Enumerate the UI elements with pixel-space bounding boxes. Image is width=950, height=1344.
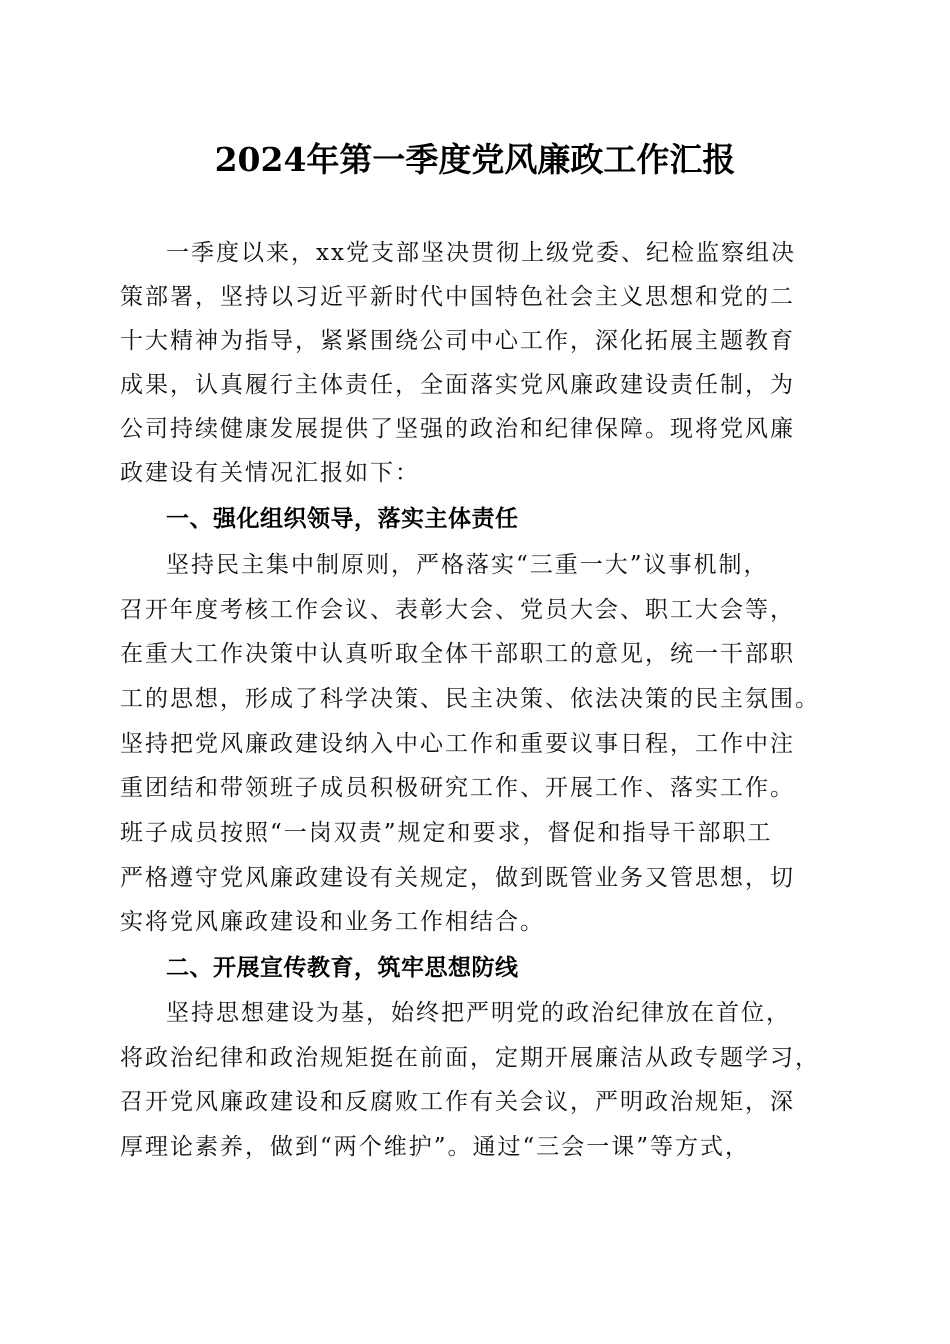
paragraph-line: 厚理论素养，做到“两个维护”。通过“三会一课”等方式， [120, 1134, 751, 1160]
document-title: 2024年第一季度党风廉政工作汇报 [214, 140, 736, 179]
paragraph-line: 成果，认真履行主体责任，全面落实党风廉政建设责任制，为 [120, 372, 795, 398]
paragraph-line: 一季度以来，xx党支部坚决贯彻上级党委、纪检监察组决 [166, 240, 796, 266]
paragraph-line: 坚持思想建设为基，始终把严明党的政治纪律放在首位， [166, 1000, 791, 1026]
paragraph-line: 坚持把党风廉政建设纳入中心工作和重要议事日程，工作中注 [120, 731, 795, 757]
section-heading: 二、开展宣传教育，筑牢思想防线 [166, 955, 519, 981]
paragraph-line: 坚持民主集中制原则，严格落实“三重一大”议事机制， [166, 552, 769, 578]
paragraph-line: 重团结和带领班子成员积极研究工作、开展工作、落实工作。 [120, 775, 795, 801]
section-heading: 一、强化组织领导，落实主体责任 [166, 506, 519, 532]
paragraph-line: 班子成员按照“一岗双责”规定和要求，督促和指导干部职工 [120, 820, 773, 846]
paragraph-line: 公司持续健康发展提供了坚强的政治和纪律保障。现将党风廉 [120, 416, 795, 442]
paragraph-line: 召开年度考核工作会议、表彰大会、党员大会、职工大会等， [120, 597, 795, 623]
paragraph-line: 召开党风廉政建设和反腐败工作有关会议，严明政治规矩，深 [120, 1089, 795, 1115]
paragraph-line: 将政治纪律和政治规矩挺在前面，定期开展廉洁从政专题学习， [120, 1045, 820, 1071]
paragraph-line: 策部署，坚持以习近平新时代中国特色社会主义思想和党的二 [120, 284, 795, 310]
paragraph-line: 工的思想，形成了科学决策、民主决策、依法决策的民主氛围。 [120, 686, 820, 712]
paragraph-line: 政建设有关情况汇报如下： [120, 460, 420, 486]
paragraph-line: 在重大工作决策中认真听取全体干部职工的意见，统一干部职 [120, 641, 795, 667]
paragraph-line: 十大精神为指导，紧紧围绕公司中心工作，深化拓展主题教育 [120, 328, 795, 354]
paragraph-line: 严格遵守党风廉政建设有关规定，做到既管业务又管思想，切 [120, 865, 795, 891]
paragraph-line: 实将党风廉政建设和业务工作相结合。 [120, 909, 545, 935]
